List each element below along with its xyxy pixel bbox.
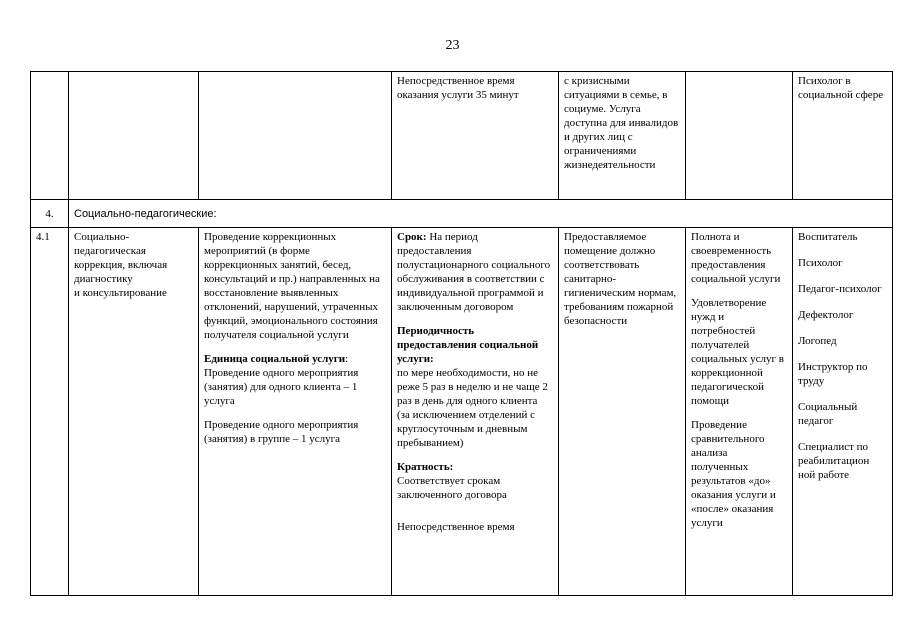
continued-row (31, 72, 893, 200)
cell-empty (69, 72, 199, 200)
service-standard-cell (392, 228, 559, 596)
multiplicity-block (397, 460, 553, 502)
unit-block (204, 352, 386, 408)
term-block (397, 230, 553, 314)
frequency-block (397, 324, 553, 450)
section-title: Социально-педагогические: (69, 200, 893, 228)
staff-item: Социальный педагог (798, 401, 858, 427)
service-row (31, 228, 893, 596)
multiplicity-heading: Кратность: (397, 461, 454, 473)
unit-heading: Единица социальной услуги (204, 353, 346, 365)
service-criteria-cell (686, 228, 793, 596)
staff-item: Логопед (798, 335, 837, 347)
standard-cell: Непосредственное время оказания услуги 35 минут (392, 72, 559, 200)
staff-item: Психолог (798, 257, 843, 269)
staff-item: Дефектолог (798, 309, 854, 321)
cell-empty (199, 72, 392, 200)
conditions-cell: с кризисными ситуациями в семье, в социуме. Услуга доступна для инвалидов и других лиц с ограничениями жизнедеятельности (559, 72, 686, 200)
unit-text: Проведение одного мероприятия (занятия) для одного клиента – 1 услуга (204, 367, 359, 407)
criteria-item: Проведение сравнительного анализа полученных результатов «до» оказания услуги и «после» оказания услуги (691, 419, 776, 529)
page-number: 23 (445, 38, 460, 53)
service-number: 4.1 (31, 228, 69, 596)
direct-time-text: Непосредственное время (397, 521, 515, 533)
multiplicity-text: Соответствует срокам заключенного договора (397, 475, 507, 501)
section-number: 4. (31, 200, 69, 228)
service-name-line2: и консультирование (74, 287, 167, 299)
staff-item: Инструктор по труду (798, 361, 868, 387)
frequency-heading: Периодичность предоставления социальной услуги: (397, 325, 539, 365)
service-description-cell (199, 228, 392, 596)
term-text: На период предоставления полустационарного социального обслуживания в соответствии с индивидуальной программой и заключенным договором (397, 231, 551, 313)
staff-item: Педагог-психолог (798, 283, 882, 295)
service-conditions-cell: Предоставляемое помещение должно соответствовать санитарно-гигиеническим нормам, требованиям пожарной безопасности (559, 228, 686, 596)
section-row (31, 200, 893, 228)
service-description: Проведение коррекционных мероприятий (в форме коррекционных занятий, бесед, консультаций и пр.) направленных на восстановление выявленных отклонений, нарушений, утраченных функций, эмоционального состояния получателя социальной услуги (204, 231, 380, 341)
staff-item: Специалист по реабилитацион ной работе (798, 441, 870, 481)
unit-group-text: Проведение одного мероприятия (занятия) в группе – 1 услуга (204, 419, 359, 445)
cell-empty (686, 72, 793, 200)
staff-item: Воспитатель (798, 231, 858, 243)
term-heading: Срок: (397, 231, 427, 243)
service-name-line1: Социально-педагогическая коррекция, включая диагностику (74, 231, 168, 285)
staff-cell: Психолог в социальной сфере (793, 72, 893, 200)
cell-empty (31, 72, 69, 200)
criteria-item: Удовлетворение нужд и потребностей получателей социальных услуг в коррекционной педагогической помощи (691, 297, 784, 407)
frequency-text: по мере необходимости, но не реже 5 раз в неделю и не чаще 2 раз в день для одного клиента (за исключением отделений с круглосуточным и дневным пребыванием) (397, 367, 548, 449)
unit-heading-colon: : (345, 353, 349, 365)
service-staff-cell (793, 228, 893, 596)
service-name-cell (69, 228, 199, 596)
services-table (30, 71, 893, 596)
criteria-item: Полнота и своевременность предоставления социальной услуги (691, 231, 781, 285)
